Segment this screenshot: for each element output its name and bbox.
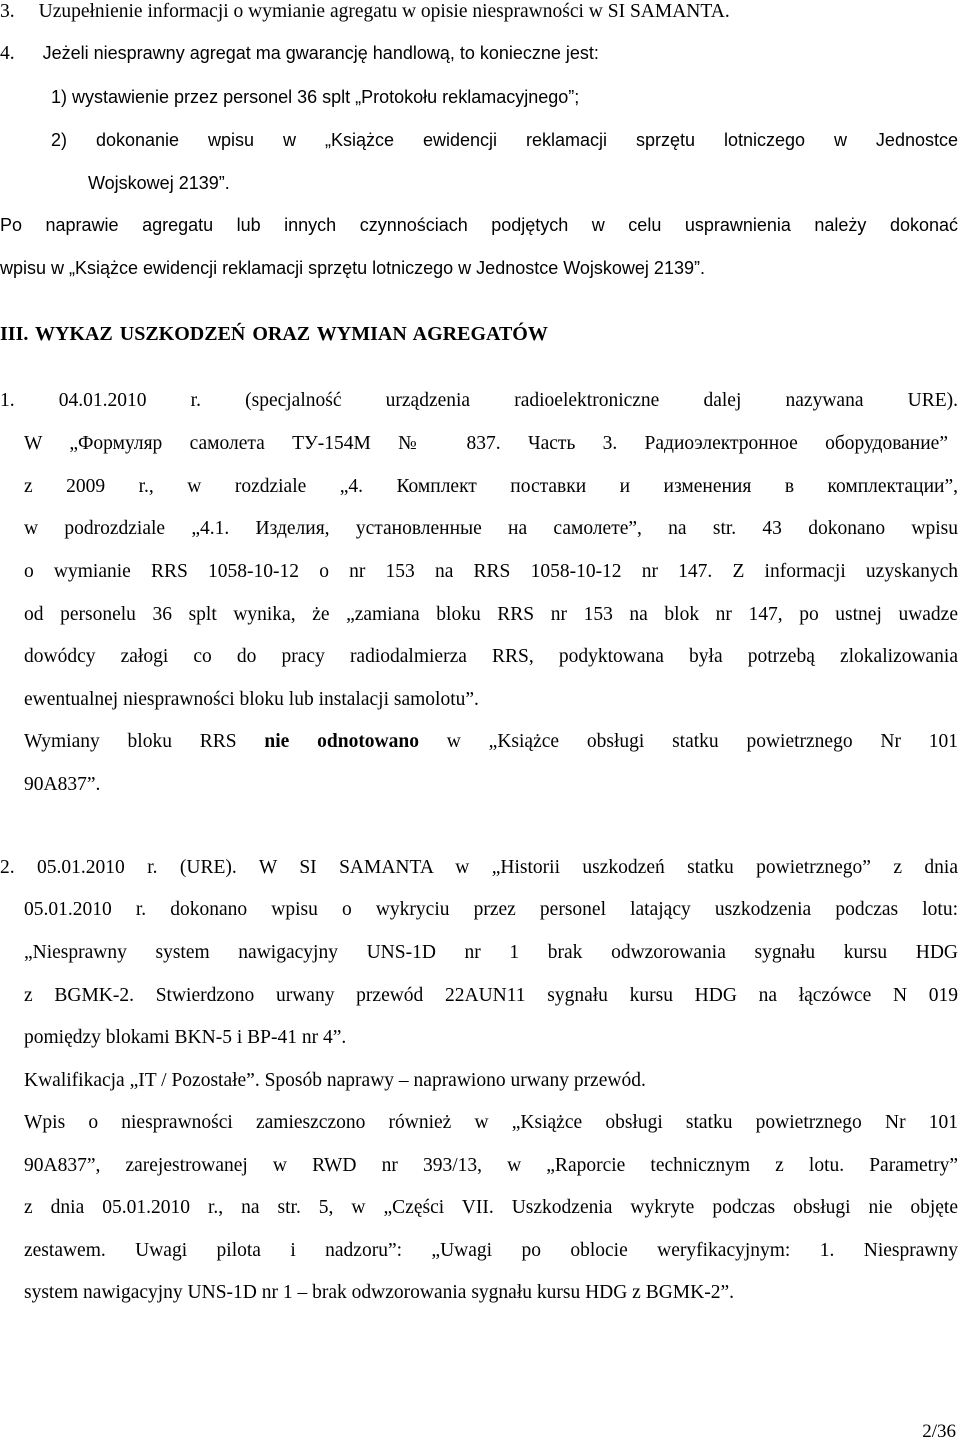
text-run: Wymiany bloku RRS	[24, 731, 265, 752]
sub-item-2-line-2: Wojskowej 2139”.	[88, 173, 230, 193]
entry-1-line: W „Формуляр самолета ТУ-154М № 837. Часть 3. Радиоэлектронное оборудование”	[24, 433, 948, 454]
entry-2-line: 90A837”, zarejestrowanej w RWD nr 393/13, w „Raporcie technicznym z lotu. Parametry”	[24, 1155, 958, 1176]
list-item-text: Uzupełnienie informacji o wymianie agregatu w opisie niesprawności w SI SAMANTA.	[38, 1, 730, 22]
section-heading: III. WYKAZ USZKODZEŃ ORAZ WYMIAN AGREGATÓW	[0, 323, 548, 345]
entry-2-line: 05.01.2010 r. dokonano wpisu o wykryciu przez personel latający uszkodzenia podczas lotu:	[24, 899, 958, 920]
entry-1-line: od personelu 36 splt wynika, że „zamiana bloku RRS nr 153 na blok nr 147, po ustnej uwadze	[24, 604, 958, 625]
page-number: 2/36	[922, 1421, 956, 1442]
entry-1-line: 90A837”.	[24, 774, 101, 795]
entry-1-line: ewentualnej niesprawności bloku lub instalacji samolotu”.	[24, 689, 479, 710]
entry-2-line: system nawigacyjny UNS-1D nr 1 – brak odwzorowania sygnału kursu HDG z BGMK-2”.	[24, 1282, 734, 1303]
entry-1-line: w podrozdziale „4.1. Изделия, установленные на самолете”, na str. 43 dokonano wpisu	[24, 518, 958, 539]
sub-item-1: 1) wystawienie przez personel 36 splt „Protokołu reklamacyjnego”;	[51, 87, 580, 107]
entry-2-line: pomiędzy blokami BKN-5 i BP-41 nr 4”.	[24, 1027, 347, 1048]
sub-item-2-line-1: 2) dokonanie wpisu w „Książce ewidencji reklamacji sprzętu lotniczego w Jednostce	[51, 130, 958, 150]
text-run: w „Książce obsługi statku powietrznego Nr 101	[419, 731, 959, 752]
entry-2-line: Wpis o niesprawności zamieszczono również w „Książce obsługi statku powietrznego Nr 101	[24, 1112, 958, 1133]
paragraph-line: Po naprawie agregatu lub innych czynnościach podjętych w celu usprawnienia należy dokonać	[0, 215, 958, 235]
entry-1-line: 1. 04.01.2010 r. (specjalność urządzenia radioelektroniczne dalej nazywana URE).	[0, 390, 958, 411]
entry-2-line: z dnia 05.01.2010 r., na str. 5, w „Części VII. Uszkodzenia wykryte podczas obsługi nie objęte	[24, 1197, 958, 1218]
entry-1-line	[24, 730, 958, 754]
entry-1-line: o wymianie RRS 1058-10-12 o nr 153 na RRS 1058-10-12 nr 147. Z informacji uzyskanych	[24, 561, 958, 582]
entry-2-line: z BGMK-2. Stwierdzono urwany przewód 22AUN11 sygnału kursu HDG na łączówce N 019	[24, 985, 958, 1006]
entry-2-line: zestawem. Uwagi pilota i nadzoru”: „Uwagi po oblocie weryfikacyjnym: 1. Niesprawny	[24, 1240, 958, 1261]
list-item-text: Jeżeli niesprawny agregat ma gwarancję handlową, to konieczne jest:	[42, 43, 599, 63]
entry-2-line: 2. 05.01.2010 r. (URE). W SI SAMANTA w „Historii uszkodzeń statku powietrznego” z dnia	[0, 857, 958, 878]
list-item-3	[0, 0, 730, 24]
list-number: 3.	[0, 1, 15, 22]
entry-1-line: dowódcy załogi co do pracy radiodalmierza RRS, podyktowana była potrzebą zlokalizowania	[24, 646, 958, 667]
entry-1-line: z 2009 r., w rozdziale „4. Комплект поставки и изменения в комплектации”,	[24, 476, 958, 497]
list-item-4	[0, 41, 599, 66]
paragraph-line: wpisu w „Książce ewidencji reklamacji sprzętu lotniczego w Jednostce Wojskowej 2139”.	[0, 258, 705, 278]
emphasis-text: nie odnotowano	[264, 731, 419, 752]
list-number: 4.	[0, 43, 15, 64]
entry-2-line: „Niesprawny system nawigacyjny UNS-1D nr 1 brak odwzorowania sygnału kursu HDG	[24, 942, 958, 963]
entry-2-line: Kwalifikacja „IT / Pozostałe”. Sposób naprawy – naprawiono urwany przewód.	[24, 1070, 646, 1091]
